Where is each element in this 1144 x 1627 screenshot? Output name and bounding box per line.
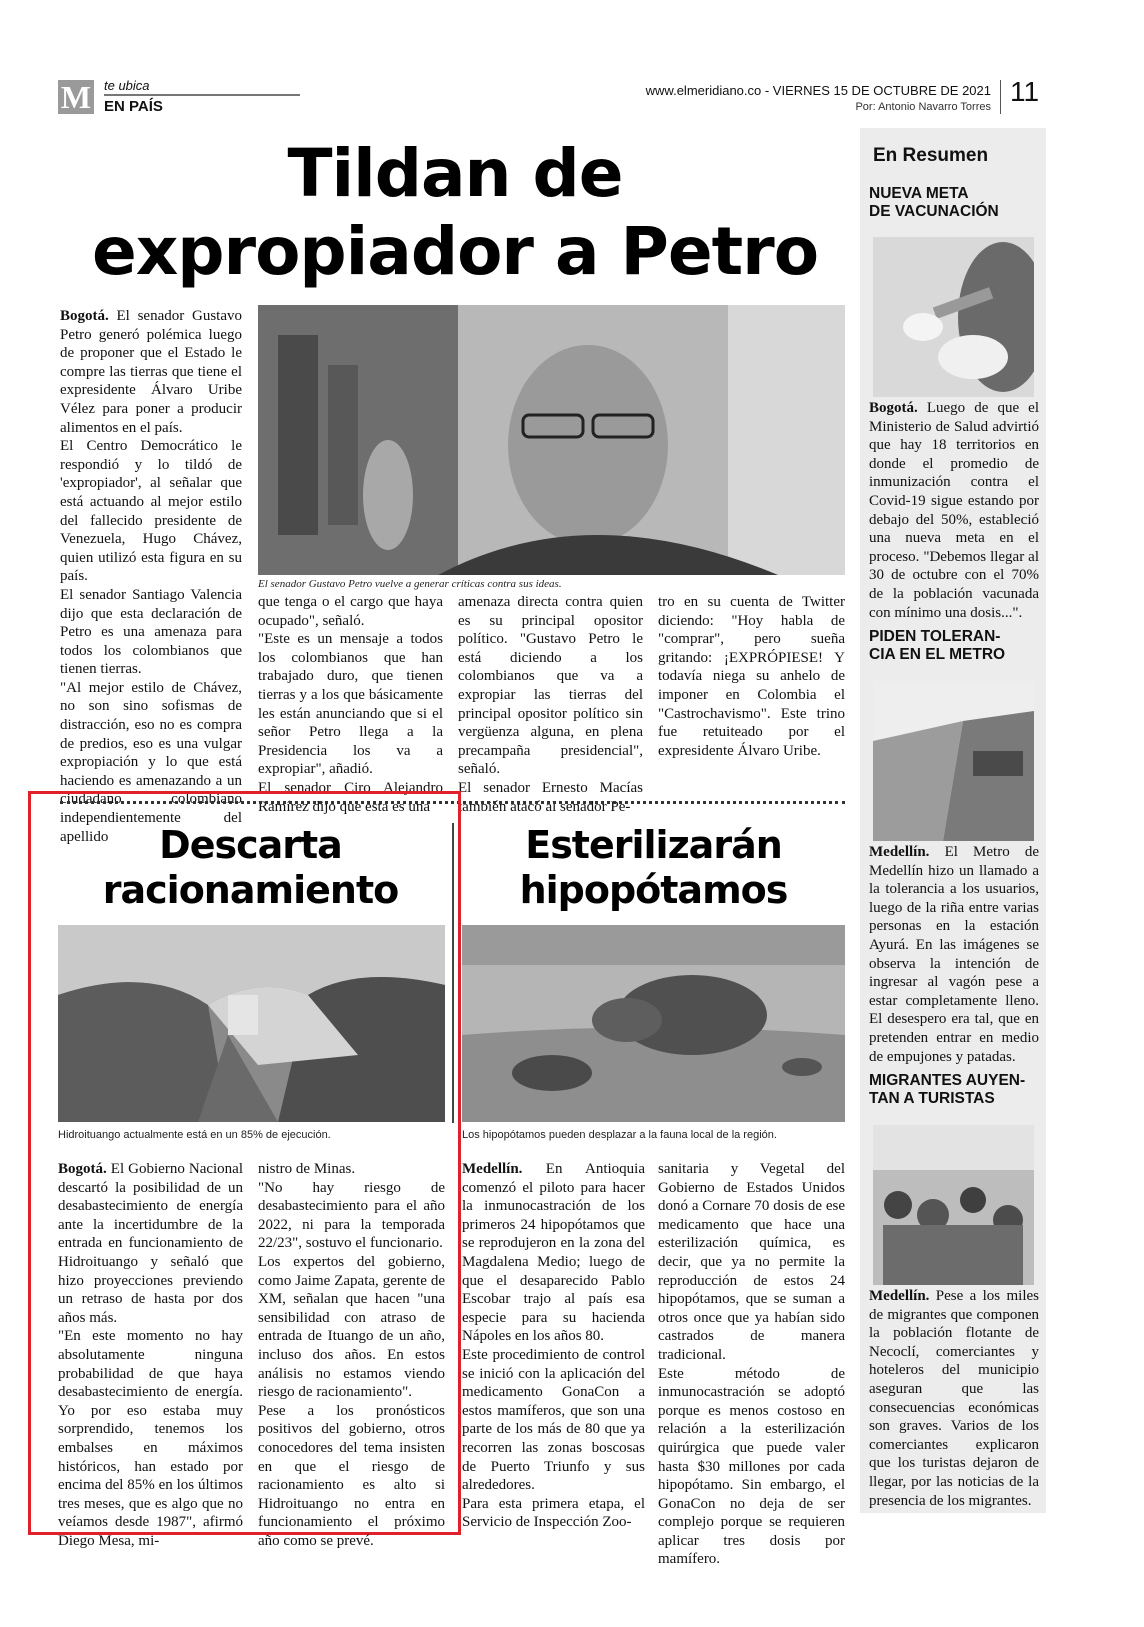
logo-letter: M (60, 79, 92, 115)
story-divider-vertical (452, 823, 454, 1123)
page-number-divider (1000, 80, 1001, 114)
hippo-lead: Medellín. (462, 1161, 523, 1177)
hippo-col1-text: En Antioquia comenzó el piloto para hacer la inmunocastración de los primeros 24 hipopótamos que se reprodujeron en la zona del Magdalena Medio; luego de que el desaparecido Pablo Escobar trajo al país esa especie para su hacienda Nápoles en los años 80. Este procedimiento de control se inició con la aplicación del medicamento GonaCon a estos mamíferos, que son una parte de los más de 80 que ya recorren las zonas boscosas de Puerto Triunfo y sus alrededores. Para esta primera etapa, el Servicio de Inspección Zoo- (462, 1161, 645, 1531)
hydro-headline-line2: racionamiento (102, 868, 399, 912)
byline: Por: Antonio Navarro Torres (855, 101, 991, 113)
hydroituango-photo (58, 925, 445, 1122)
migrants-photo (873, 1125, 1034, 1285)
sidebar-item-metro-lead: Medellín. (869, 844, 930, 860)
masthead-logo (58, 80, 94, 114)
metro-photo (873, 681, 1034, 841)
hydro-headline (58, 823, 443, 913)
sidebar-item-migrants-heading: MIGRANTES AUYEN- TAN A TURISTAS (869, 1072, 1026, 1107)
vaccination-photo (873, 237, 1034, 397)
hippo-column-2: sanitaria y Vegetal del Gobierno de Estados Unidos donó a Cornare 70 dosis de ese medicamento que hace una esterilización química, es decir, que ya no permite la reproducción de estos 24 hipopótamos, que se suman a otros once que ya habían sido castrados de manera tradicional. Este método de inmunocastración se adoptó porque es menos costoso en relación a la esterilización quirúrgica que puede valer hasta $30 millones por cada hipopótamo. Sin embargo, el GonaCon no deja de ser complejo porque se requieren aplicar tres dosis por mamífero. (658, 1161, 845, 1568)
sidebar-item-vaccination-text (869, 399, 1039, 622)
sidebar-item-migrants-text (869, 1287, 1039, 1510)
section-rule (104, 94, 300, 96)
hydroituango-caption: Hidroituango actualmente está en un 85% de ejecución. (58, 1129, 331, 1141)
hippo-headline (462, 823, 845, 913)
sidebar-item-migrants-lead: Medellín. (869, 1288, 930, 1304)
section-name: EN PAÍS (104, 98, 163, 115)
main-headline (60, 135, 850, 291)
main-story-column-3: amenaza directa contra quien es su principal opositor político. "Gustavo Petro le está diciendo a los colombianos que va a expropiar las tierras del principal opositor político sin vergüenza alguna, en plena precampaña presidencial", señaló. El senador Ernesto Macías también atacó al senador Pe- (458, 594, 643, 815)
hydro-lead: Bogotá. (58, 1161, 107, 1177)
petro-photo-caption: El senador Gustavo Petro vuelve a generar críticas contra sus ideas. (258, 578, 562, 590)
hydro-column-2: nistro de Minas. "No hay riesgo de desabastecimiento para el año 2022, ni para la temporada 22/23", sostuvo el funcionario. Los expertos del gobierno, como Jaime Zapata, gerente de XM, señalan que hacen "una sensibilidad con atraso de entrada de Ituango de un año, incluso dos años. En estos análisis no estamos viendo riesgo de racionamiento". Pese a los pronósticos positivos del gobierno, otros conocedores del tema insisten en que el riesgo de racionamiento es alto si Hidroituango no entra en funcionamiento el próximo año como se prevé. (258, 1161, 445, 1549)
section-tag: te ubica (104, 78, 150, 93)
hippos-caption: Los hipopótamos pueden desplazar a la fauna local de la región. (462, 1129, 777, 1141)
sidebar-item-metro-text (869, 843, 1039, 1066)
hippo-headline-line2: hipopótamos (519, 868, 788, 912)
main-headline-line2: expropiador a Petro (91, 213, 819, 290)
hippos-photo (462, 925, 845, 1122)
main-story-column-4: tro en su cuenta de Twitter diciendo: "Hoy habla de "comprar", pero sueña gritando: ¡EXPRÓPIESE! Y todavía niega su anhelo de imponer en Colombia el "Castrochavismo". Este trino fue retuiteado por el expresidente Álvaro Uribe. (658, 594, 845, 759)
dateline: www.elmeridiano.co - VIERNES 15 DE OCTUBRE DE 2021 (645, 83, 991, 98)
hippo-column-1 (462, 1160, 645, 1532)
hippo-headline-line1: Esterilizarán (525, 823, 782, 867)
sidebar-item-vaccination-heading: NUEVA META DE VACUNACIÓN (869, 185, 999, 220)
main-headline-line1: Tildan de (287, 135, 623, 212)
page-number: 11 (1010, 76, 1040, 107)
sidebar-item-vaccination-lead: Bogotá. (869, 400, 918, 416)
hydro-headline-line1: Descarta (159, 823, 342, 867)
sidebar-item-metro-heading: PIDEN TOLERAN- CIA EN EL METRO (869, 628, 1006, 663)
hydro-col1-text: El Gobierno Nacional descartó la posibilidad de un desabastecimiento de energía ante la incertidumbre de la entrada en funcionamiento de Hidroituango y señaló que hizo proyecciones previendo un retraso de hasta por dos años más. "En este momento no hay absolutamente ninguna probabilidad de que haya desabastecimiento de energía. Yo por eso estaba muy sorprendido, tenemos los embalses en máximos históricos, han estado por encima del 85% en los últimos tres meses, que es algo que no veíamos desde 1987", afirmó Diego Mesa, mi- (58, 1161, 243, 1549)
hydro-column-1 (58, 1160, 243, 1550)
sidebar-item-metro-body: El Metro de Medellín hizo un llamado a la tolerancia a los usuarios, luego de la riña entre varias personas en la estación Ayurá. En las imágenes se observa la intención de ingresar al vagón pese a estar completamente lleno. El desespero era tal, que en pretenden entrar en medio de empujones y patadas. (869, 844, 1039, 1065)
main-story-column-2: que tenga o el cargo que haya ocupado", señaló. "Este es un mensaje a todos los colombianos que han trabajado duro, que tienen tierras y a los que básicamente les están anunciando que si el señor Petro llega a la Presidencia los va a expropiar", añadió. El senador Ciro Alejandro Ramírez dijo que esta es una (258, 594, 443, 815)
petro-photo (258, 305, 845, 575)
sidebar-item-migrants-body: Pese a los miles de migrantes que componen la población flotante de Necoclí, comerciantes y hoteleros del municipio aseguran que las consecuencias económicas son graves. Varios de los comerciantes explicaron que los turistas dejaron de llegar, por las noticias de la presencia de los migrantes. (869, 1288, 1039, 1509)
sidebar-item-vaccination-body: Luego de que el Ministerio de Salud advirtió que hay 18 territorios en donde el promedio de inmunización contra el Covid-19 sigue estando por debajo del 50%, estableció una nueva meta en el proceso. "Debemos llegar al 30 de octubre con el 70% de la población vacunada con mínimo una dosis...". (869, 400, 1039, 621)
main-story-lead: Bogotá. (60, 308, 109, 324)
main-story-column-1 (60, 307, 242, 846)
main-story-col1-text: El senador Gustavo Petro generó polémica luego de proponer que el Estado le compre las tierras que tiene el expresidente Álvaro Uribe Vélez para poner a producir alimentos en el país. El Centro Democrático le respondió y lo tildó de 'expropiador', al señalar que está actuando al mejor estilo del fallecido presidente de Venezuela, Hugo Chávez, quien utilizó esta figura en su país. El senador Santiago Valencia dijo que esta declaración de Petro es una amenaza para todos los colombianos que tienen tierras. "Al mejor estilo de Chávez, no son sino sofismas de distracción, eso no es compra de predios, eso es una vulgar expropiación y lo que está haciendo es amenazando a un ciudadano colombiano independientemente del apellido (60, 308, 242, 845)
sidebar-title: En Resumen (873, 145, 989, 166)
